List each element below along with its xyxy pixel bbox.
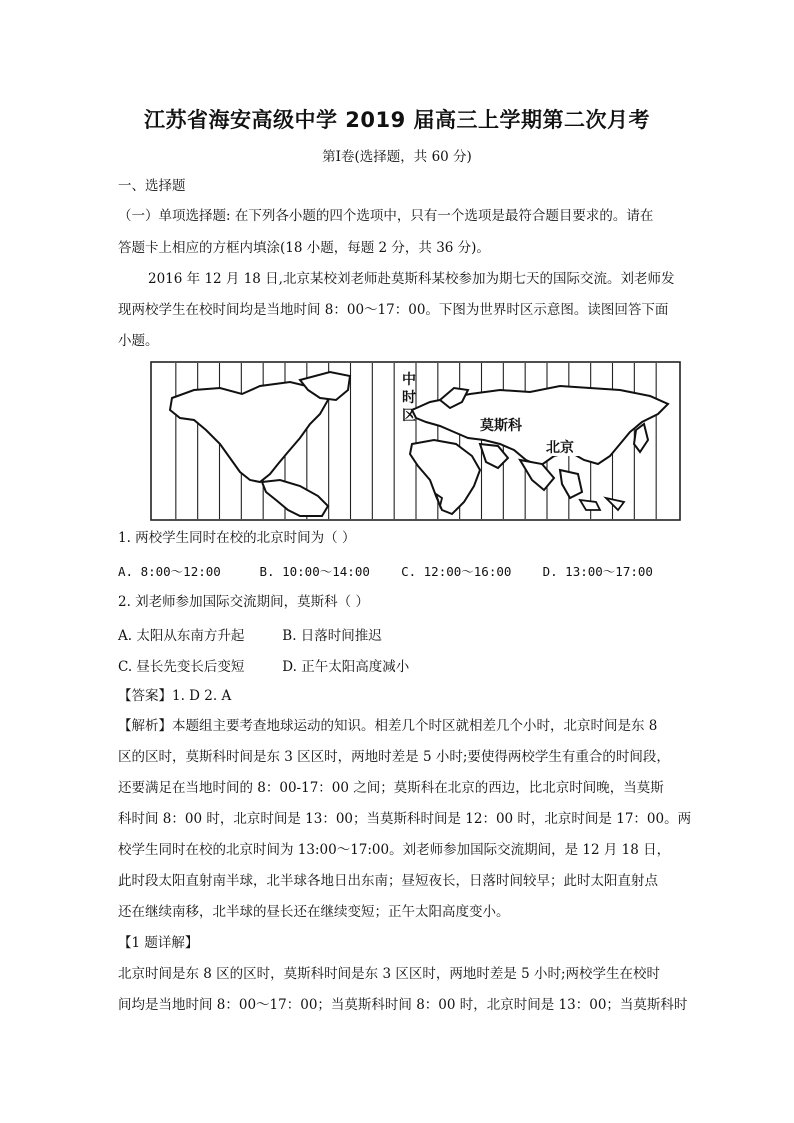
- question-1-option-a: A. 8:00～12:00: [118, 564, 221, 579]
- intro-line: 现两校学生在校时间均是当地时间 8：00～17：00。下图为世界时区示意图。读图回答下面: [118, 302, 669, 318]
- analysis-line: 【解析】本题组主要考查地球运动的知识。相差几个时区就相差几个小时，北京时间是东 8: [118, 718, 658, 734]
- section-heading: 一、选择题: [118, 178, 186, 194]
- question-1-option-b: B. 10:00～14:00: [259, 564, 370, 579]
- detail-line: 间均是当地时间 8：00～17：00；当莫斯科时间 8：00 时，北京时间是 13：00；当莫斯科时: [118, 997, 688, 1013]
- question-1-option-c: C. 12:00～16:00: [401, 564, 512, 579]
- beijing-label: 北京: [546, 440, 574, 456]
- question-2-stem: 2. 刘老师参加国际交流期间，莫斯科（ ）: [118, 594, 369, 610]
- detail-line: 北京时间是东 8 区的区时，莫斯科时间是东 3 区区时，两地时差是 5 小时;两校学生在校时: [118, 966, 661, 982]
- question-2-options-row-1: [118, 624, 382, 644]
- analysis-line: 还要满足在当地时间的 8：00-17：00 之间；莫斯科在北京的西边，比北京时间晚，当莫斯: [118, 780, 664, 796]
- question-1-stem: 1. 两校学生同时在校的北京时间为（ ）: [118, 530, 356, 546]
- analysis-line: 校学生同时在校的北京时间为 13:00～17:00。刘老师参加国际交流期间，是 12 月 18 日，: [118, 842, 671, 858]
- document-title: 江苏省海安高级中学 2019 届高三上学期第二次月考: [143, 108, 651, 132]
- question-2-options-row-2: [118, 655, 409, 675]
- analysis-line: 科时间 8：00 时，北京时间是 13：00；当莫斯科时间是 12：00 时，北京时间是 17：00。两: [118, 811, 692, 827]
- question-1-option-d: D. 13:00～17:00: [542, 564, 653, 579]
- document-subtitle: 第Ⅰ卷(选择题，共 60 分): [322, 149, 472, 165]
- question-2-option-d: D. 正午太阳高度减小: [282, 659, 410, 675]
- question-2-option-a: A. 太阳从东南方升起: [118, 628, 245, 644]
- moscow-label: 莫斯科: [480, 418, 522, 434]
- world-time-zone-map: [150, 360, 682, 522]
- analysis-line: 区的区时，莫斯科时间是东 3 区区时，两地时差是 5 小时;要使得两校学生有重合的时间段，: [118, 749, 670, 765]
- answer-line: 【答案】1. D 2. A: [118, 688, 232, 704]
- intro-line: 小题。: [118, 333, 159, 349]
- analysis-line: 还在继续南移，北半球的昼长还在继续变短；正午太阳高度变小。: [118, 904, 510, 920]
- central-zone-label-1: 中: [402, 372, 416, 388]
- instruction-line: 答题卡上相应的方框内填涂(18 小题，每题 2 分，共 36 分)。: [118, 240, 490, 256]
- question-2-option-c: C. 昼长先变长后变短: [118, 659, 245, 675]
- question-2-option-b: B. 日落时间推迟: [282, 628, 382, 644]
- central-zone-label-2: 时: [402, 390, 416, 406]
- detail-heading: 【1 题详解】: [118, 935, 199, 951]
- instruction-line: （一）单项选择题: 在下列各小题的四个选项中，只有一个选项是最符合题目要求的。请在: [118, 208, 654, 224]
- intro-line: 2016 年 12 月 18 日,北京某校刘老师赴莫斯科某校参加为期七天的国际交流。刘老师发: [148, 271, 675, 287]
- question-1-options: [118, 562, 653, 580]
- central-zone-label-3: 区: [402, 408, 416, 424]
- analysis-line: 此时段太阳直射南半球，北半球各地日出东南；昼短夜长，日落时间较早；此时太阳直射点: [118, 873, 658, 889]
